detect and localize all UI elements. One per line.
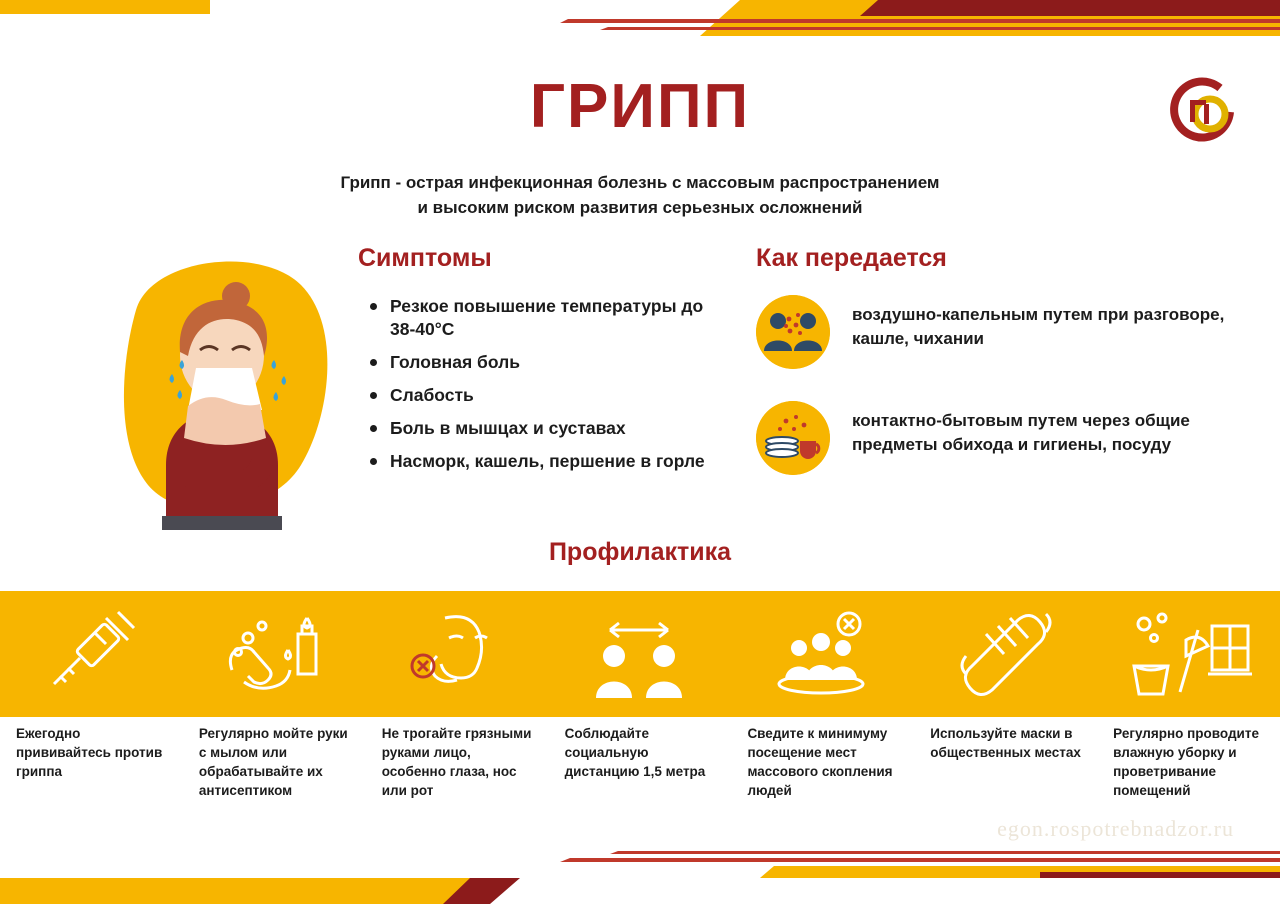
symptoms-section xyxy=(358,244,728,483)
watermark: egon.rospotrebnadzor.ru xyxy=(997,816,1234,841)
no-crowd-icon xyxy=(731,591,914,717)
list-item: Резкое повышение температуры до 38-40°C xyxy=(390,295,728,341)
prevention-texts-row xyxy=(0,724,1280,800)
transmission-text: воздушно-капельным путем при разговоре, кашле, чихании xyxy=(852,305,1225,348)
top-red-line-2 xyxy=(600,27,1280,30)
bottom-decorative-band xyxy=(0,846,1280,904)
social-distance-icon xyxy=(549,591,732,717)
wash-hands-icon xyxy=(183,591,366,717)
prevention-text: Сведите к минимуму посещение мест массового скопления людей xyxy=(747,726,893,798)
mask-icon xyxy=(914,591,1097,717)
list-item: Слабость xyxy=(390,384,728,407)
prevention-text: Регулярно проводите влажную уборку и проветривание помещений xyxy=(1113,726,1259,798)
prevention-text: Регулярно мойте руки с мылом или обрабатывайте их антисептиком xyxy=(198,726,348,798)
top-red-line-1 xyxy=(560,19,1280,23)
sick-woman-illustration xyxy=(96,240,346,530)
list-item xyxy=(756,401,1226,475)
transmission-section xyxy=(756,244,1226,507)
prevention-text: Используйте маски в общественных местах xyxy=(930,726,1081,760)
list-item: Насморк, кашель, першение в горле xyxy=(390,450,728,473)
no-touch-face-icon xyxy=(366,591,549,717)
list-item xyxy=(756,295,1226,369)
symptoms-list xyxy=(358,295,728,473)
cleaning-icon xyxy=(1097,591,1280,717)
symptoms-heading: Симптомы xyxy=(358,244,492,272)
top-decorative-band xyxy=(0,0,1280,36)
page-subtitle xyxy=(190,170,1090,220)
list-item: Боль в мышцах и суставах xyxy=(390,417,728,440)
prevention-text: Соблюдайте социальную дистанцию 1,5 метра xyxy=(564,726,706,779)
bottom-yellow-left-stripe xyxy=(0,878,470,904)
prevention-text: Ежегодно прививайтесь против гриппа xyxy=(16,726,163,779)
top-dark-red-stripe xyxy=(860,0,1280,16)
subtitle-line-1: Грипп - острая инфекционная болезнь с массовым распространением xyxy=(340,173,940,192)
list-item: Головная боль xyxy=(390,351,728,374)
people-talking-icon xyxy=(756,295,830,369)
bottom-red-line-2 xyxy=(610,851,1280,854)
syringe-icon xyxy=(0,591,183,717)
top-yellow-left-stripe xyxy=(0,0,210,14)
prevention-icons-row xyxy=(0,591,1280,717)
bottom-red-line-1 xyxy=(560,858,1280,862)
page-title: ГРИПП xyxy=(529,72,751,141)
subtitle-line-2: и высоким риском развития серьезных осложнений xyxy=(417,198,863,217)
bottom-dark-red-stripe xyxy=(1040,872,1280,878)
transmission-heading: Как передается xyxy=(756,244,947,272)
dishes-cup-icon xyxy=(756,401,830,475)
prevention-text: Не трогайте грязными руками лицо, особенно глаза, нос или рот xyxy=(381,726,532,798)
transmission-text: контактно-бытовым путем через общие предметы обихода и гигиены, посуду xyxy=(852,411,1190,454)
prevention-heading: Профилактика xyxy=(548,538,732,566)
